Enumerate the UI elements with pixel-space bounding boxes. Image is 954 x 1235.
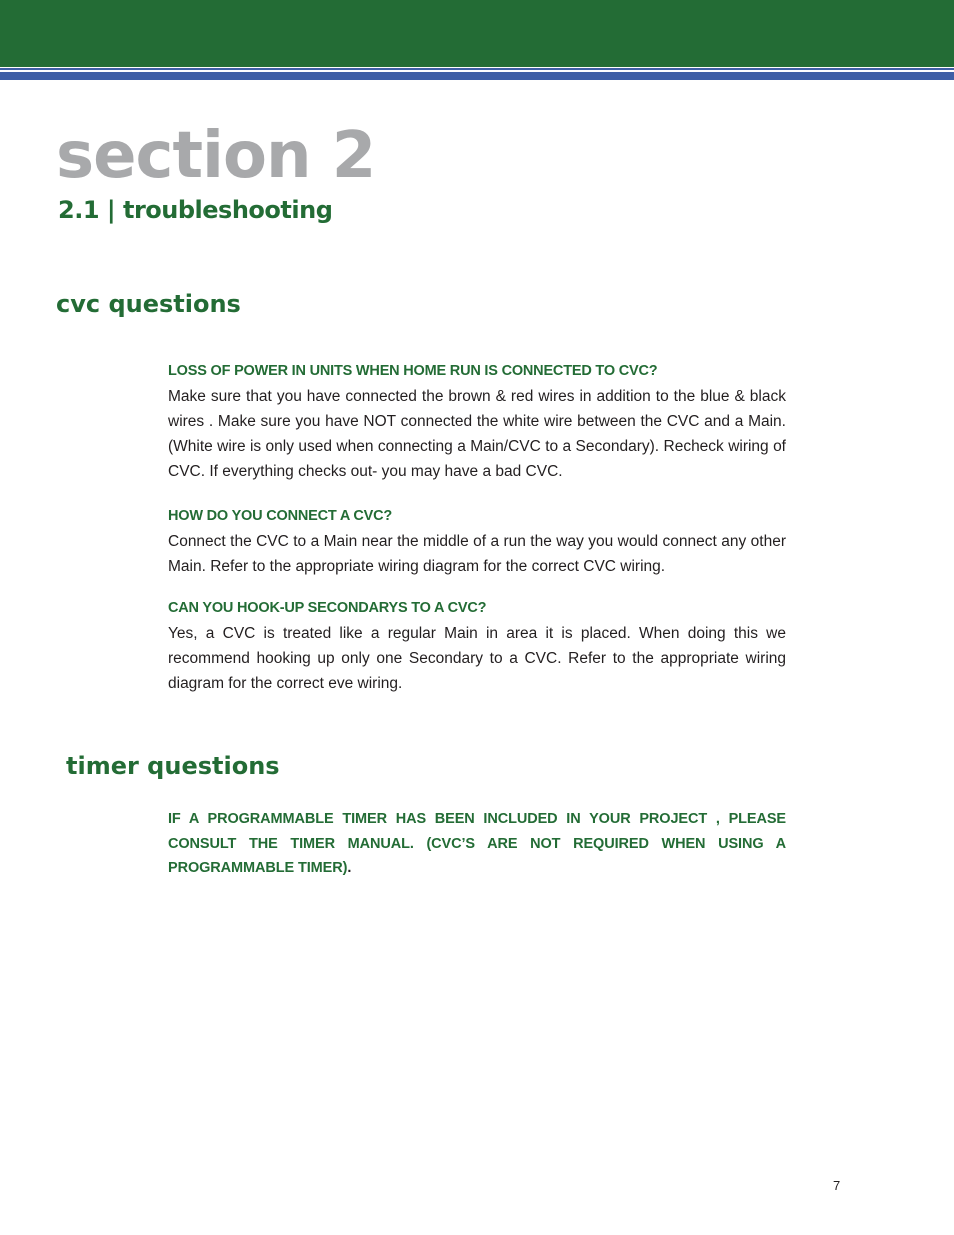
faq-answer: Connect the CVC to a Main near the middle of a run the way you would connect any other Main. Refer to the appropriate wiring diagram for the correct CVC wiring. — [168, 533, 786, 575]
faq-item-connect-cvc — [168, 505, 786, 579]
faq-item-power-loss — [168, 360, 786, 484]
faq-answer: Yes, a CVC is treated like a regular Main in area it is placed. When doing this we recommend hooking up only one Secondary to a CVC. Refer to the appropriate wiring diagram for the correct eve wiring. — [168, 625, 786, 692]
faq-item-secondarys — [168, 597, 786, 696]
faq-question: CAN YOU HOOK-UP SECONDARYS TO A CVC? — [168, 600, 487, 616]
timer-note-end: . — [347, 860, 352, 876]
header-rule-thick — [0, 72, 954, 80]
section-subtitle: 2.1 | troubleshooting — [58, 196, 333, 224]
faq-question: LOSS OF POWER IN UNITS WHEN HOME RUN IS CONNECTED TO CVC? — [168, 363, 658, 379]
header-rule-thin — [0, 68, 954, 70]
header-bar — [0, 0, 954, 67]
timer-note-text: IF A PROGRAMMABLE TIMER HAS BEEN INCLUDED IN YOUR PROJECT , PLEASE CONSULT THE TIMER MANUAL. (CVC’S ARE NOT REQUIRED WHEN USING A PROGRAMMABLE TIMER) — [168, 811, 786, 876]
faq-question: HOW DO YOU CONNECT A CVC? — [168, 508, 393, 524]
cvc-questions-heading: cvc questions — [56, 290, 241, 318]
faq-answer: Make sure that you have connected the brown & red wires in addition to the blue & black wires . Make sure you have NOT connected the white wire between the CVC and a Main. (White wire is only used when connecting a Main/CVC to a Secondary). Recheck wiring of CVC. If everything checks out- you may have a bad CVC. — [168, 388, 786, 480]
section-title: section 2 — [56, 119, 376, 193]
timer-note — [168, 807, 786, 881]
page-number: 7 — [833, 1178, 841, 1193]
timer-questions-heading: timer questions — [66, 752, 280, 780]
